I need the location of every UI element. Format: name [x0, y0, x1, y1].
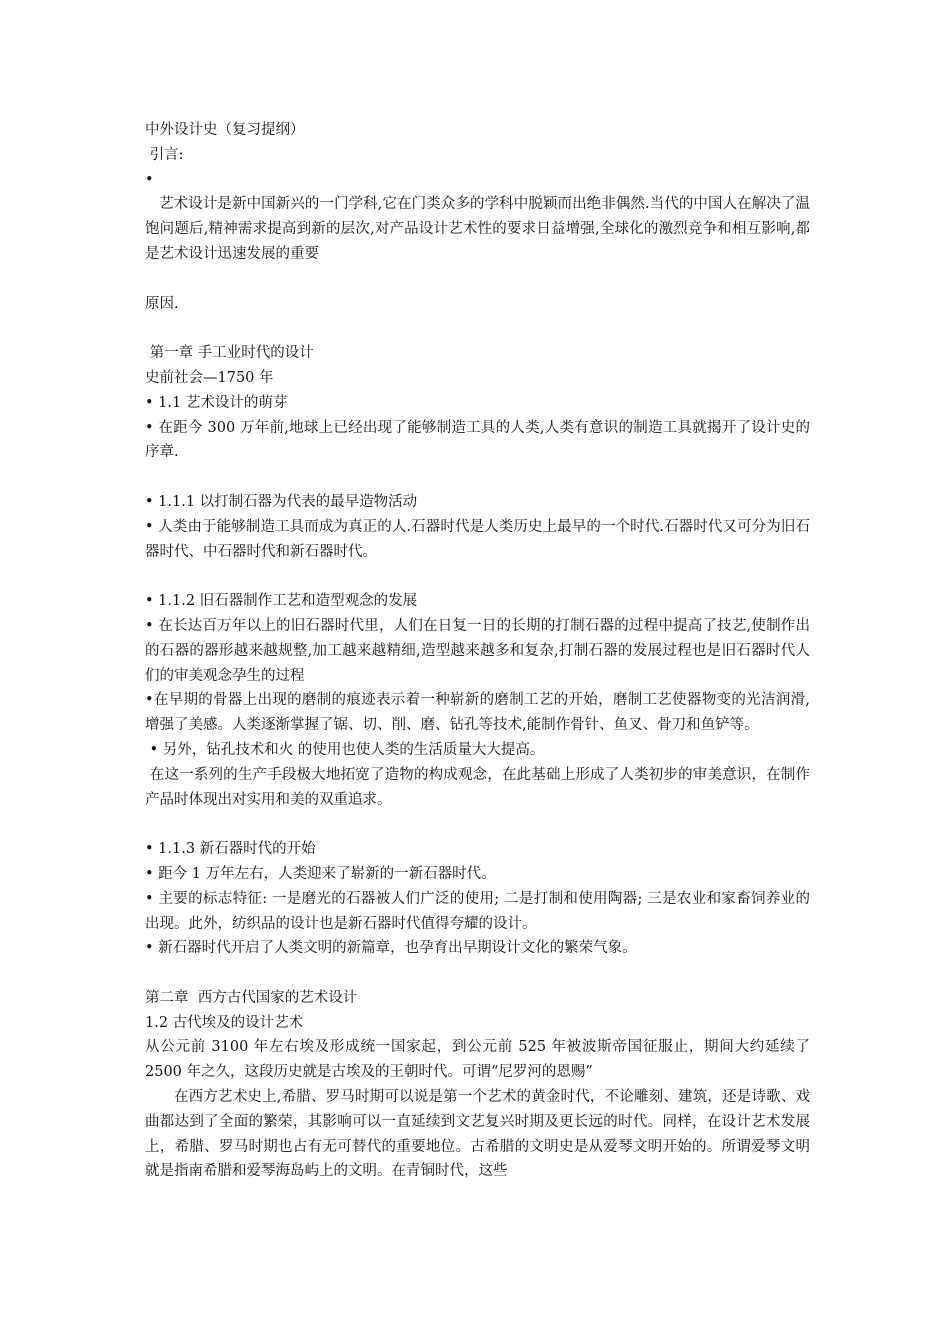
spacer: [145, 316, 810, 341]
chapter-1-period: 史前社会—1750 年: [145, 369, 274, 386]
section-1-2-heading: 1.2 古代埃及的设计艺术: [145, 1014, 304, 1031]
section-1-1-2-paragraph-3: • 另外，钻孔技术和火 的使用也使人类的生活质量大大提高。: [145, 741, 545, 758]
chapter-2-title: 第二章 西方古代国家的艺术设计: [145, 989, 358, 1006]
spacer: [145, 267, 810, 292]
bullet-empty: •: [145, 171, 154, 188]
section-1-1-paragraph: • 在距今 300 万年前,地球上已经出现了能够制造工具的人类,人类有意识的制造工具就揭开了设计史的序章.: [145, 419, 810, 461]
intro-tail: 原因.: [145, 295, 179, 312]
section-1-2-paragraph-2: 在西方艺术史上,希腊、罗马时期可以说是第一个艺术的黄金时代，不论雕刻、建筑，还是诗歌、戏曲都达到了全面的繁荣，其影响可以一直延续到文艺复兴时期及更长远的时代。同样，在设计艺术发展上，希腊、罗马时期也占有无可替代的重要地位。古希腊的文明史是从爱琴文明开始的。所谓爱琴文明就是指南希腊和爱琴海岛屿上的文明。在青铜时代，这些: [145, 1089, 810, 1180]
intro-heading: 引言:: [145, 146, 184, 163]
intro-paragraph: 艺术设计是新中国新兴的一门学科,它在门类众多的学科中脱颖而出绝非偶然.当代的中国人在解决了温饱问题后,精神需求提高到新的层次,对产品设计艺术性的要求日益增强,全球化的激烈竞争和相互影响,都是艺术设计迅速发展的重要: [145, 196, 810, 262]
section-1-1-1-heading: • 1.1.1 以打制石器为代表的最早造物活动: [145, 493, 418, 510]
spacer: [145, 961, 810, 986]
section-1-1-3-heading: • 1.1.3 新石器时代的开始: [145, 841, 316, 858]
document-title: 中外设计史（复习提纲）: [145, 122, 305, 138]
section-1-1-heading: • 1.1 艺术设计的萌芽: [145, 394, 288, 411]
chapter-1-title: 第一章 手工业时代的设计: [145, 345, 314, 362]
section-1-1-3-paragraph-2: • 主要的标志特征: 一是磨光的石器被人们广泛的使用; 二是打制和使用陶器; 三是农业和家畜饲养业的出现。此外，纺织品的设计也是新石器时代值得夸耀的设计。: [145, 890, 810, 932]
section-1-1-2-paragraph-2: •在早期的骨器上出现的磨制的痕迹表示着一种崭新的磨制工艺的开始，磨制工艺使器物变的光洁润滑,增强了美感。人类逐渐掌握了锯、切、削、磨、钻孔等技术,能制作骨针、鱼叉、骨刀和鱼铲等。: [145, 692, 810, 734]
spacer: [145, 564, 810, 589]
document-page: [145, 118, 810, 1184]
section-1-1-2-paragraph-1: • 在长达百万年以上的旧石器时代里，人们在日复一日的长期的打制石器的过程中提高了技艺,使制作出的石器的器形越来越规整,加工越来越精细,造型越来越多和复杂,打制石器的发展过程也是旧石器时代人们的审美观念孕生的过程: [145, 617, 810, 684]
section-1-1-2-paragraph-4: 在这一系列的生产手段极大地拓宽了造物的构成观念，在此基础上形成了人类初步的审美意识，在制作产品时体现出对实用和美的双重追求。: [145, 766, 811, 808]
section-1-2-paragraph-1: 从公元前 3100 年左右埃及形成统一国家起，到公元前 525 年被波斯帝国征服止，期间大约延续了 2500 年之久，这段历史就是古埃及的王朝时代。可谓“尼罗河的恩赐”: [145, 1039, 810, 1081]
section-1-1-1-paragraph: • 人类由于能够制造工具而成为真正的人.石器时代是人类历史上最早的一个时代.石器时代又可分为旧石器时代、中石器时代和新石器时代。: [145, 518, 810, 560]
spacer: [145, 812, 810, 837]
spacer: [145, 465, 810, 490]
section-1-1-3-paragraph-1: • 距今 1 万年左右，人类迎来了崭新的一新石器时代。: [145, 865, 496, 882]
section-1-1-2-heading: • 1.1.2 旧石器制作工艺和造型观念的发展: [145, 593, 418, 610]
section-1-1-3-paragraph-3: • 新石器时代开启了人类文明的新篇章，也孕育出早期设计文化的繁荣气象。: [145, 940, 637, 957]
